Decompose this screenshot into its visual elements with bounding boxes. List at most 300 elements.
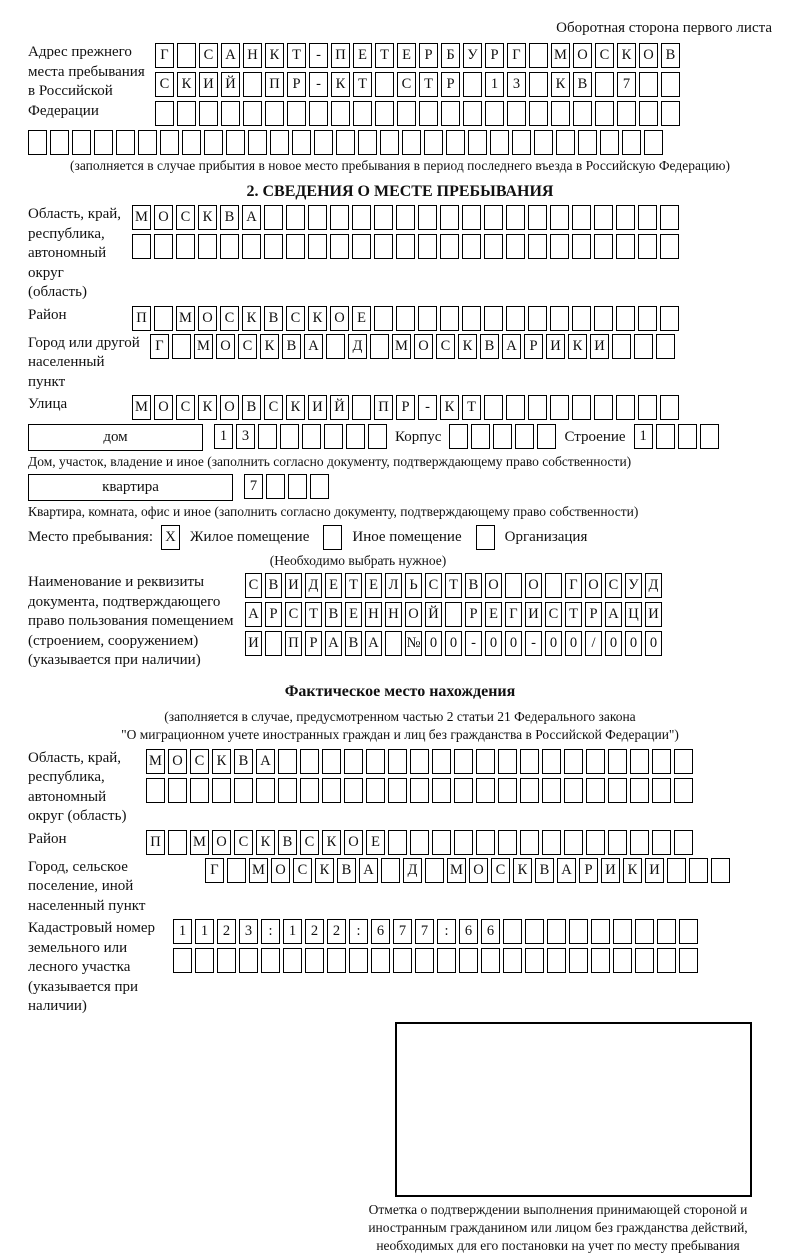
char-box[interactable]: К (623, 858, 642, 883)
char-box[interactable]: О (414, 334, 433, 359)
char-box[interactable] (116, 130, 135, 155)
char-box[interactable] (660, 306, 679, 331)
char-box[interactable] (283, 948, 302, 973)
char-box[interactable] (388, 749, 407, 774)
char-box[interactable]: Е (366, 830, 385, 855)
char-box[interactable]: Д (645, 573, 662, 598)
char-box[interactable]: О (344, 830, 363, 855)
char-box[interactable] (515, 424, 534, 449)
char-box[interactable] (370, 334, 389, 359)
char-box[interactable]: С (293, 858, 312, 883)
char-box[interactable]: 0 (605, 631, 622, 656)
char-box[interactable] (674, 830, 693, 855)
char-box[interactable] (243, 72, 262, 97)
char-box[interactable] (265, 101, 284, 126)
char-box[interactable] (556, 130, 575, 155)
char-box[interactable] (639, 72, 658, 97)
char-box[interactable]: Р (524, 334, 543, 359)
char-box[interactable]: А (325, 631, 342, 656)
char-box[interactable] (594, 234, 613, 259)
char-box[interactable] (550, 205, 569, 230)
char-box[interactable]: О (154, 395, 173, 420)
char-box[interactable] (462, 234, 481, 259)
char-box[interactable]: № (405, 631, 422, 656)
char-box[interactable]: - (309, 43, 328, 68)
char-box[interactable]: С (436, 334, 455, 359)
char-box[interactable] (600, 130, 619, 155)
char-box[interactable] (446, 130, 465, 155)
char-box[interactable]: У (625, 573, 642, 598)
char-box[interactable]: 0 (425, 631, 442, 656)
char-box[interactable]: О (212, 830, 231, 855)
char-box[interactable]: 0 (565, 631, 582, 656)
char-box[interactable]: С (545, 602, 562, 627)
char-box[interactable]: - (418, 395, 437, 420)
char-box[interactable] (613, 919, 632, 944)
char-box[interactable]: : (437, 919, 456, 944)
char-box[interactable]: М (132, 205, 151, 230)
char-box[interactable]: Г (205, 858, 224, 883)
char-box[interactable] (711, 858, 730, 883)
char-box[interactable] (454, 830, 473, 855)
char-box[interactable] (594, 205, 613, 230)
char-box[interactable]: Р (441, 72, 460, 97)
char-box[interactable] (498, 778, 517, 803)
char-box[interactable] (239, 948, 258, 973)
char-box[interactable]: Р (265, 602, 282, 627)
char-box[interactable] (154, 306, 173, 331)
char-box[interactable]: И (590, 334, 609, 359)
char-box[interactable] (419, 101, 438, 126)
char-box[interactable] (551, 101, 570, 126)
char-box[interactable]: В (234, 749, 253, 774)
char-box[interactable] (537, 424, 556, 449)
char-box[interactable] (300, 778, 319, 803)
char-box[interactable] (264, 205, 283, 230)
char-box[interactable] (402, 130, 421, 155)
char-box[interactable] (586, 749, 605, 774)
char-box[interactable]: О (405, 602, 422, 627)
char-box[interactable]: А (242, 205, 261, 230)
char-box[interactable]: С (199, 43, 218, 68)
char-box[interactable] (441, 101, 460, 126)
char-box[interactable] (506, 205, 525, 230)
char-box[interactable] (639, 101, 658, 126)
char-box[interactable] (397, 101, 416, 126)
char-box[interactable] (674, 778, 693, 803)
char-box[interactable] (198, 234, 217, 259)
char-box[interactable] (173, 948, 192, 973)
char-box[interactable] (528, 234, 547, 259)
char-box[interactable] (484, 306, 503, 331)
char-box[interactable]: О (573, 43, 592, 68)
char-box[interactable]: Г (565, 573, 582, 598)
char-box[interactable] (418, 205, 437, 230)
char-box[interactable]: К (286, 395, 305, 420)
char-box[interactable] (528, 306, 547, 331)
char-box[interactable] (146, 778, 165, 803)
char-box[interactable] (476, 749, 495, 774)
char-box[interactable] (616, 306, 635, 331)
char-box[interactable] (440, 234, 459, 259)
char-box[interactable] (440, 205, 459, 230)
char-box[interactable] (542, 830, 561, 855)
char-box[interactable] (594, 306, 613, 331)
char-box[interactable]: 7 (393, 919, 412, 944)
char-box[interactable]: 1 (195, 919, 214, 944)
char-box[interactable]: И (245, 631, 262, 656)
char-box[interactable] (352, 234, 371, 259)
char-box[interactable] (564, 749, 583, 774)
char-box[interactable]: М (392, 334, 411, 359)
char-box[interactable]: А (245, 602, 262, 627)
char-box[interactable] (432, 830, 451, 855)
char-box[interactable] (302, 424, 321, 449)
char-box[interactable]: А (605, 602, 622, 627)
char-box[interactable] (292, 130, 311, 155)
char-box[interactable] (308, 205, 327, 230)
char-box[interactable] (322, 749, 341, 774)
char-box[interactable]: К (260, 334, 279, 359)
char-box[interactable] (462, 205, 481, 230)
char-box[interactable]: А (365, 631, 382, 656)
char-box[interactable]: О (639, 43, 658, 68)
char-box[interactable] (349, 948, 368, 973)
char-box[interactable] (204, 130, 223, 155)
char-box[interactable] (344, 778, 363, 803)
char-box[interactable] (326, 334, 345, 359)
char-box[interactable]: К (551, 72, 570, 97)
char-box[interactable] (616, 205, 635, 230)
char-box[interactable] (569, 948, 588, 973)
char-box[interactable] (190, 778, 209, 803)
char-box[interactable] (366, 778, 385, 803)
char-box[interactable] (374, 306, 393, 331)
char-box[interactable] (418, 234, 437, 259)
char-box[interactable] (608, 749, 627, 774)
char-box[interactable]: Р (305, 631, 322, 656)
char-box[interactable] (506, 306, 525, 331)
char-box[interactable]: Е (397, 43, 416, 68)
char-box[interactable]: К (568, 334, 587, 359)
char-box[interactable] (410, 749, 429, 774)
char-box[interactable]: К (331, 72, 350, 97)
char-box[interactable]: Т (375, 43, 394, 68)
char-box[interactable]: М (132, 395, 151, 420)
char-box[interactable] (280, 424, 299, 449)
char-box[interactable]: О (198, 306, 217, 331)
char-box[interactable]: 0 (445, 631, 462, 656)
char-box[interactable]: Т (565, 602, 582, 627)
char-box[interactable]: А (256, 749, 275, 774)
char-box[interactable] (652, 778, 671, 803)
char-box[interactable] (644, 130, 663, 155)
char-box[interactable]: В (573, 72, 592, 97)
char-box[interactable] (322, 778, 341, 803)
char-box[interactable]: С (264, 395, 283, 420)
char-box[interactable]: С (285, 602, 302, 627)
char-box[interactable] (462, 306, 481, 331)
char-box[interactable] (661, 101, 680, 126)
char-box[interactable]: А (304, 334, 323, 359)
char-box[interactable] (638, 306, 657, 331)
char-box[interactable] (432, 749, 451, 774)
char-box[interactable]: А (557, 858, 576, 883)
char-box[interactable] (578, 130, 597, 155)
char-box[interactable] (679, 948, 698, 973)
char-box[interactable] (638, 234, 657, 259)
char-box[interactable]: Н (385, 602, 402, 627)
char-box[interactable]: И (601, 858, 620, 883)
char-box[interactable]: 7 (617, 72, 636, 97)
char-box[interactable] (481, 948, 500, 973)
char-box[interactable]: М (551, 43, 570, 68)
char-box[interactable] (410, 830, 429, 855)
char-box[interactable]: 7 (415, 919, 434, 944)
char-box[interactable]: Г (507, 43, 526, 68)
char-box[interactable] (635, 919, 654, 944)
char-box[interactable] (678, 424, 697, 449)
char-box[interactable]: П (285, 631, 302, 656)
char-box[interactable]: К (265, 43, 284, 68)
char-box[interactable] (459, 948, 478, 973)
char-box[interactable] (388, 830, 407, 855)
char-box[interactable] (476, 830, 495, 855)
char-box[interactable] (573, 101, 592, 126)
char-box[interactable]: О (216, 334, 235, 359)
char-box[interactable] (305, 948, 324, 973)
char-box[interactable] (327, 948, 346, 973)
char-box[interactable] (227, 858, 246, 883)
char-box[interactable]: А (221, 43, 240, 68)
char-box[interactable] (308, 234, 327, 259)
char-box[interactable] (660, 205, 679, 230)
char-box[interactable]: П (331, 43, 350, 68)
char-box[interactable] (529, 101, 548, 126)
char-box[interactable]: 1 (283, 919, 302, 944)
char-box[interactable] (330, 205, 349, 230)
char-box[interactable] (529, 43, 548, 68)
char-box[interactable]: П (146, 830, 165, 855)
char-box[interactable]: 2 (305, 919, 324, 944)
char-box[interactable] (484, 395, 503, 420)
char-box[interactable]: П (374, 395, 393, 420)
char-box[interactable]: С (286, 306, 305, 331)
char-box[interactable]: М (194, 334, 213, 359)
char-box[interactable] (638, 395, 657, 420)
char-box[interactable] (243, 101, 262, 126)
char-box[interactable] (234, 778, 253, 803)
char-box[interactable]: 1 (485, 72, 504, 97)
char-box[interactable] (261, 948, 280, 973)
char-box[interactable]: С (605, 573, 622, 598)
char-box[interactable]: Е (325, 573, 342, 598)
char-box[interactable] (493, 424, 512, 449)
char-box[interactable] (569, 919, 588, 944)
char-box[interactable]: Р (419, 43, 438, 68)
char-box[interactable]: Т (305, 602, 322, 627)
char-box[interactable]: И (546, 334, 565, 359)
char-box[interactable] (270, 130, 289, 155)
char-box[interactable] (132, 234, 151, 259)
char-box[interactable]: Т (419, 72, 438, 97)
char-box[interactable] (612, 334, 631, 359)
char-box[interactable]: Е (365, 573, 382, 598)
char-box[interactable] (657, 919, 676, 944)
char-box[interactable]: 3 (507, 72, 526, 97)
char-box[interactable]: И (645, 858, 664, 883)
char-box[interactable] (525, 948, 544, 973)
char-box[interactable]: С (176, 205, 195, 230)
char-box[interactable] (242, 234, 261, 259)
char-box[interactable] (309, 101, 328, 126)
char-box[interactable] (336, 130, 355, 155)
char-box[interactable]: 2 (217, 919, 236, 944)
char-box[interactable]: С (176, 395, 195, 420)
char-box[interactable]: Р (579, 858, 598, 883)
char-box[interactable] (418, 306, 437, 331)
char-box[interactable]: О (220, 395, 239, 420)
char-box[interactable]: И (199, 72, 218, 97)
char-box[interactable] (463, 101, 482, 126)
char-box[interactable] (199, 101, 218, 126)
char-box[interactable] (657, 948, 676, 973)
char-box[interactable]: Т (445, 573, 462, 598)
char-box[interactable]: С (155, 72, 174, 97)
char-box[interactable]: 1 (214, 424, 233, 449)
char-box[interactable]: О (271, 858, 290, 883)
char-box[interactable]: И (308, 395, 327, 420)
char-box[interactable]: 0 (545, 631, 562, 656)
char-box[interactable] (674, 749, 693, 774)
char-box[interactable]: Л (385, 573, 402, 598)
char-box[interactable] (286, 205, 305, 230)
char-box[interactable] (346, 424, 365, 449)
char-box[interactable] (256, 778, 275, 803)
char-box[interactable]: 2 (327, 919, 346, 944)
char-box[interactable] (667, 858, 686, 883)
char-box[interactable] (656, 334, 675, 359)
char-box[interactable] (454, 749, 473, 774)
char-box[interactable]: С (300, 830, 319, 855)
char-box[interactable] (572, 306, 591, 331)
char-box[interactable] (396, 234, 415, 259)
char-box[interactable]: К (308, 306, 327, 331)
char-box[interactable]: Й (221, 72, 240, 97)
char-box[interactable]: В (265, 573, 282, 598)
char-box[interactable] (608, 830, 627, 855)
char-box[interactable] (388, 778, 407, 803)
char-box[interactable]: К (315, 858, 334, 883)
char-box[interactable]: 7 (244, 474, 263, 499)
char-box[interactable] (380, 130, 399, 155)
char-box[interactable] (484, 234, 503, 259)
char-box[interactable]: К (256, 830, 275, 855)
char-box[interactable]: М (146, 749, 165, 774)
char-box[interactable] (528, 395, 547, 420)
char-box[interactable] (168, 778, 187, 803)
char-box[interactable] (415, 948, 434, 973)
char-box[interactable] (630, 749, 649, 774)
char-box[interactable] (352, 205, 371, 230)
char-box[interactable] (594, 395, 613, 420)
char-box[interactable] (331, 101, 350, 126)
char-box[interactable]: Е (353, 43, 372, 68)
char-box[interactable] (550, 395, 569, 420)
checkbox-organizatsiya[interactable] (476, 525, 495, 550)
confirmation-stamp-box[interactable] (395, 1022, 752, 1197)
char-box[interactable] (463, 72, 482, 97)
char-box[interactable] (217, 948, 236, 973)
char-box[interactable]: О (154, 205, 173, 230)
char-box[interactable] (375, 72, 394, 97)
char-box[interactable]: П (132, 306, 151, 331)
char-box[interactable]: 3 (239, 919, 258, 944)
char-box[interactable] (176, 234, 195, 259)
char-box[interactable] (266, 474, 285, 499)
char-box[interactable] (168, 830, 187, 855)
char-box[interactable] (542, 749, 561, 774)
char-box[interactable] (375, 101, 394, 126)
char-box[interactable] (595, 72, 614, 97)
char-box[interactable]: К (617, 43, 636, 68)
char-box[interactable]: К (322, 830, 341, 855)
char-box[interactable] (520, 830, 539, 855)
char-box[interactable] (545, 573, 562, 598)
char-box[interactable] (220, 234, 239, 259)
char-box[interactable]: - (525, 631, 542, 656)
char-box[interactable]: О (168, 749, 187, 774)
char-box[interactable] (154, 234, 173, 259)
char-box[interactable]: Т (287, 43, 306, 68)
char-box[interactable] (484, 205, 503, 230)
char-box[interactable] (679, 919, 698, 944)
char-box[interactable] (248, 130, 267, 155)
char-box[interactable] (595, 101, 614, 126)
char-box[interactable] (182, 130, 201, 155)
char-box[interactable] (564, 830, 583, 855)
char-box[interactable] (353, 101, 372, 126)
char-box[interactable] (160, 130, 179, 155)
char-box[interactable] (352, 395, 371, 420)
char-box[interactable] (630, 830, 649, 855)
char-box[interactable]: - (309, 72, 328, 97)
char-box[interactable]: Д (348, 334, 367, 359)
char-box[interactable] (396, 205, 415, 230)
char-box[interactable]: М (176, 306, 195, 331)
char-box[interactable] (505, 573, 522, 598)
char-box[interactable]: О (585, 573, 602, 598)
char-box[interactable]: В (480, 334, 499, 359)
char-box[interactable] (72, 130, 91, 155)
char-box[interactable]: 0 (625, 631, 642, 656)
char-box[interactable] (385, 631, 402, 656)
char-box[interactable] (258, 424, 277, 449)
char-box[interactable] (410, 778, 429, 803)
char-box[interactable] (660, 395, 679, 420)
char-box[interactable] (586, 830, 605, 855)
char-box[interactable]: : (349, 919, 368, 944)
char-box[interactable]: К (198, 205, 217, 230)
char-box[interactable] (172, 334, 191, 359)
char-box[interactable] (652, 830, 671, 855)
char-box[interactable]: П (265, 72, 284, 97)
char-box[interactable] (393, 948, 412, 973)
char-box[interactable] (572, 234, 591, 259)
char-box[interactable] (94, 130, 113, 155)
char-box[interactable] (371, 948, 390, 973)
char-box[interactable] (616, 234, 635, 259)
